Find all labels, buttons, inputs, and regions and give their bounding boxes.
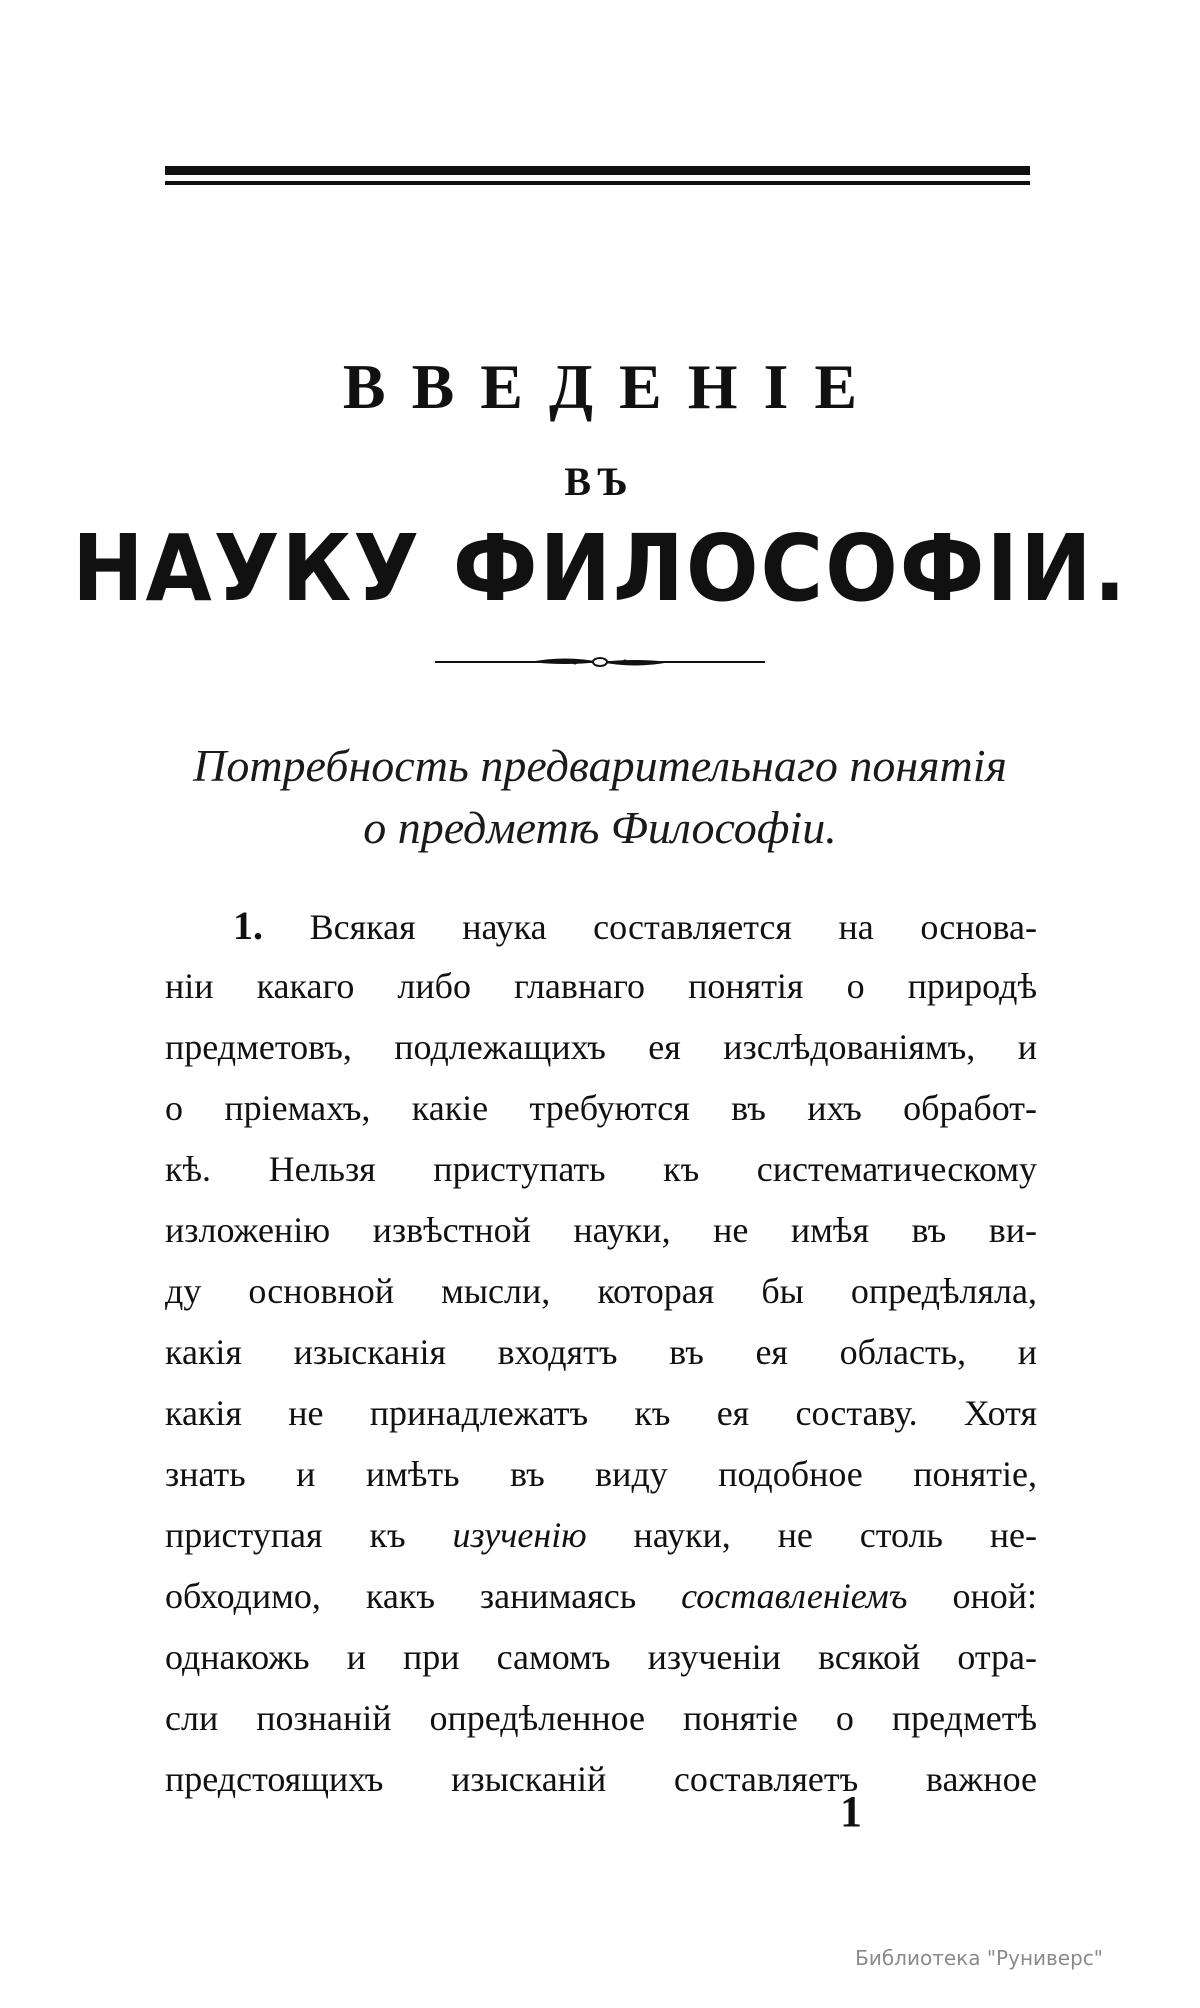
text-line bbox=[165, 895, 1037, 956]
text-line: однакожь и при самомъ изученіи всякой отра- bbox=[165, 1637, 1037, 1677]
text-line: какія не принадлежатъ къ ея составу. Хотя bbox=[165, 1393, 1037, 1433]
text-line: предстоящихъ изысканій составляетъ важное bbox=[165, 1759, 1037, 1799]
text-line: кѣ. Нельзя приступать къ систематическому bbox=[165, 1149, 1037, 1189]
text-line: изложенію извѣстной науки, не имѣя въ ви- bbox=[165, 1210, 1037, 1250]
text-line: ніи какаго либо главнаго понятія о природѣ bbox=[165, 966, 1037, 1006]
text-line: какія изысканія входятъ въ ея область, и bbox=[165, 1332, 1037, 1372]
subtitle-line-1: Потребность предварительнаго понятія bbox=[193, 740, 1007, 791]
ornament-divider-icon bbox=[435, 652, 765, 672]
text-line: знать и имѣть въ виду подобное понятіе, bbox=[165, 1454, 1037, 1494]
text-line-span: науки, не столь не- bbox=[633, 1515, 1037, 1555]
text-line: предметовъ, подлежащихъ ея изслѣдованіямъ, и bbox=[165, 1027, 1037, 1067]
top-rule-thin bbox=[165, 181, 1030, 185]
text-line: о пріемахъ, какіе требуются въ ихъ обработ- bbox=[165, 1088, 1037, 1128]
top-rule-thick bbox=[165, 166, 1030, 175]
text-line bbox=[165, 1505, 1037, 1566]
title-line-3: НАУКУ ФИЛОСОФІИ. bbox=[72, 515, 1128, 622]
text-line: ду основной мысли, которая бы опредѣляла, bbox=[165, 1271, 1037, 1311]
text-line: сли познаній опредѣленное понятіе о предметѣ bbox=[165, 1698, 1037, 1738]
text-line-span: приступая къ bbox=[165, 1515, 406, 1555]
title-line-2: ВЪ bbox=[564, 459, 636, 504]
italic-word: изученію bbox=[452, 1515, 587, 1555]
title-line-1: ВВЕДЕНІЕ bbox=[342, 351, 884, 422]
paragraph-number: 1. bbox=[233, 903, 263, 948]
body-paragraph bbox=[165, 895, 1037, 1810]
text-line bbox=[165, 1566, 1037, 1627]
text-line-span: Всякая наука составляется на основа- bbox=[309, 907, 1037, 947]
top-double-rule bbox=[165, 166, 1030, 194]
library-watermark: Библиотека "Руниверс" bbox=[855, 1946, 1103, 1970]
italic-word: составленіемъ bbox=[681, 1576, 908, 1616]
subtitle-line-2: о предметѣ Философіи. bbox=[363, 802, 837, 853]
text-line-span: оной: bbox=[952, 1576, 1037, 1616]
page-number: 1 bbox=[840, 1787, 862, 1836]
text-line-span: обходимо, какъ занимаясь bbox=[165, 1576, 637, 1616]
